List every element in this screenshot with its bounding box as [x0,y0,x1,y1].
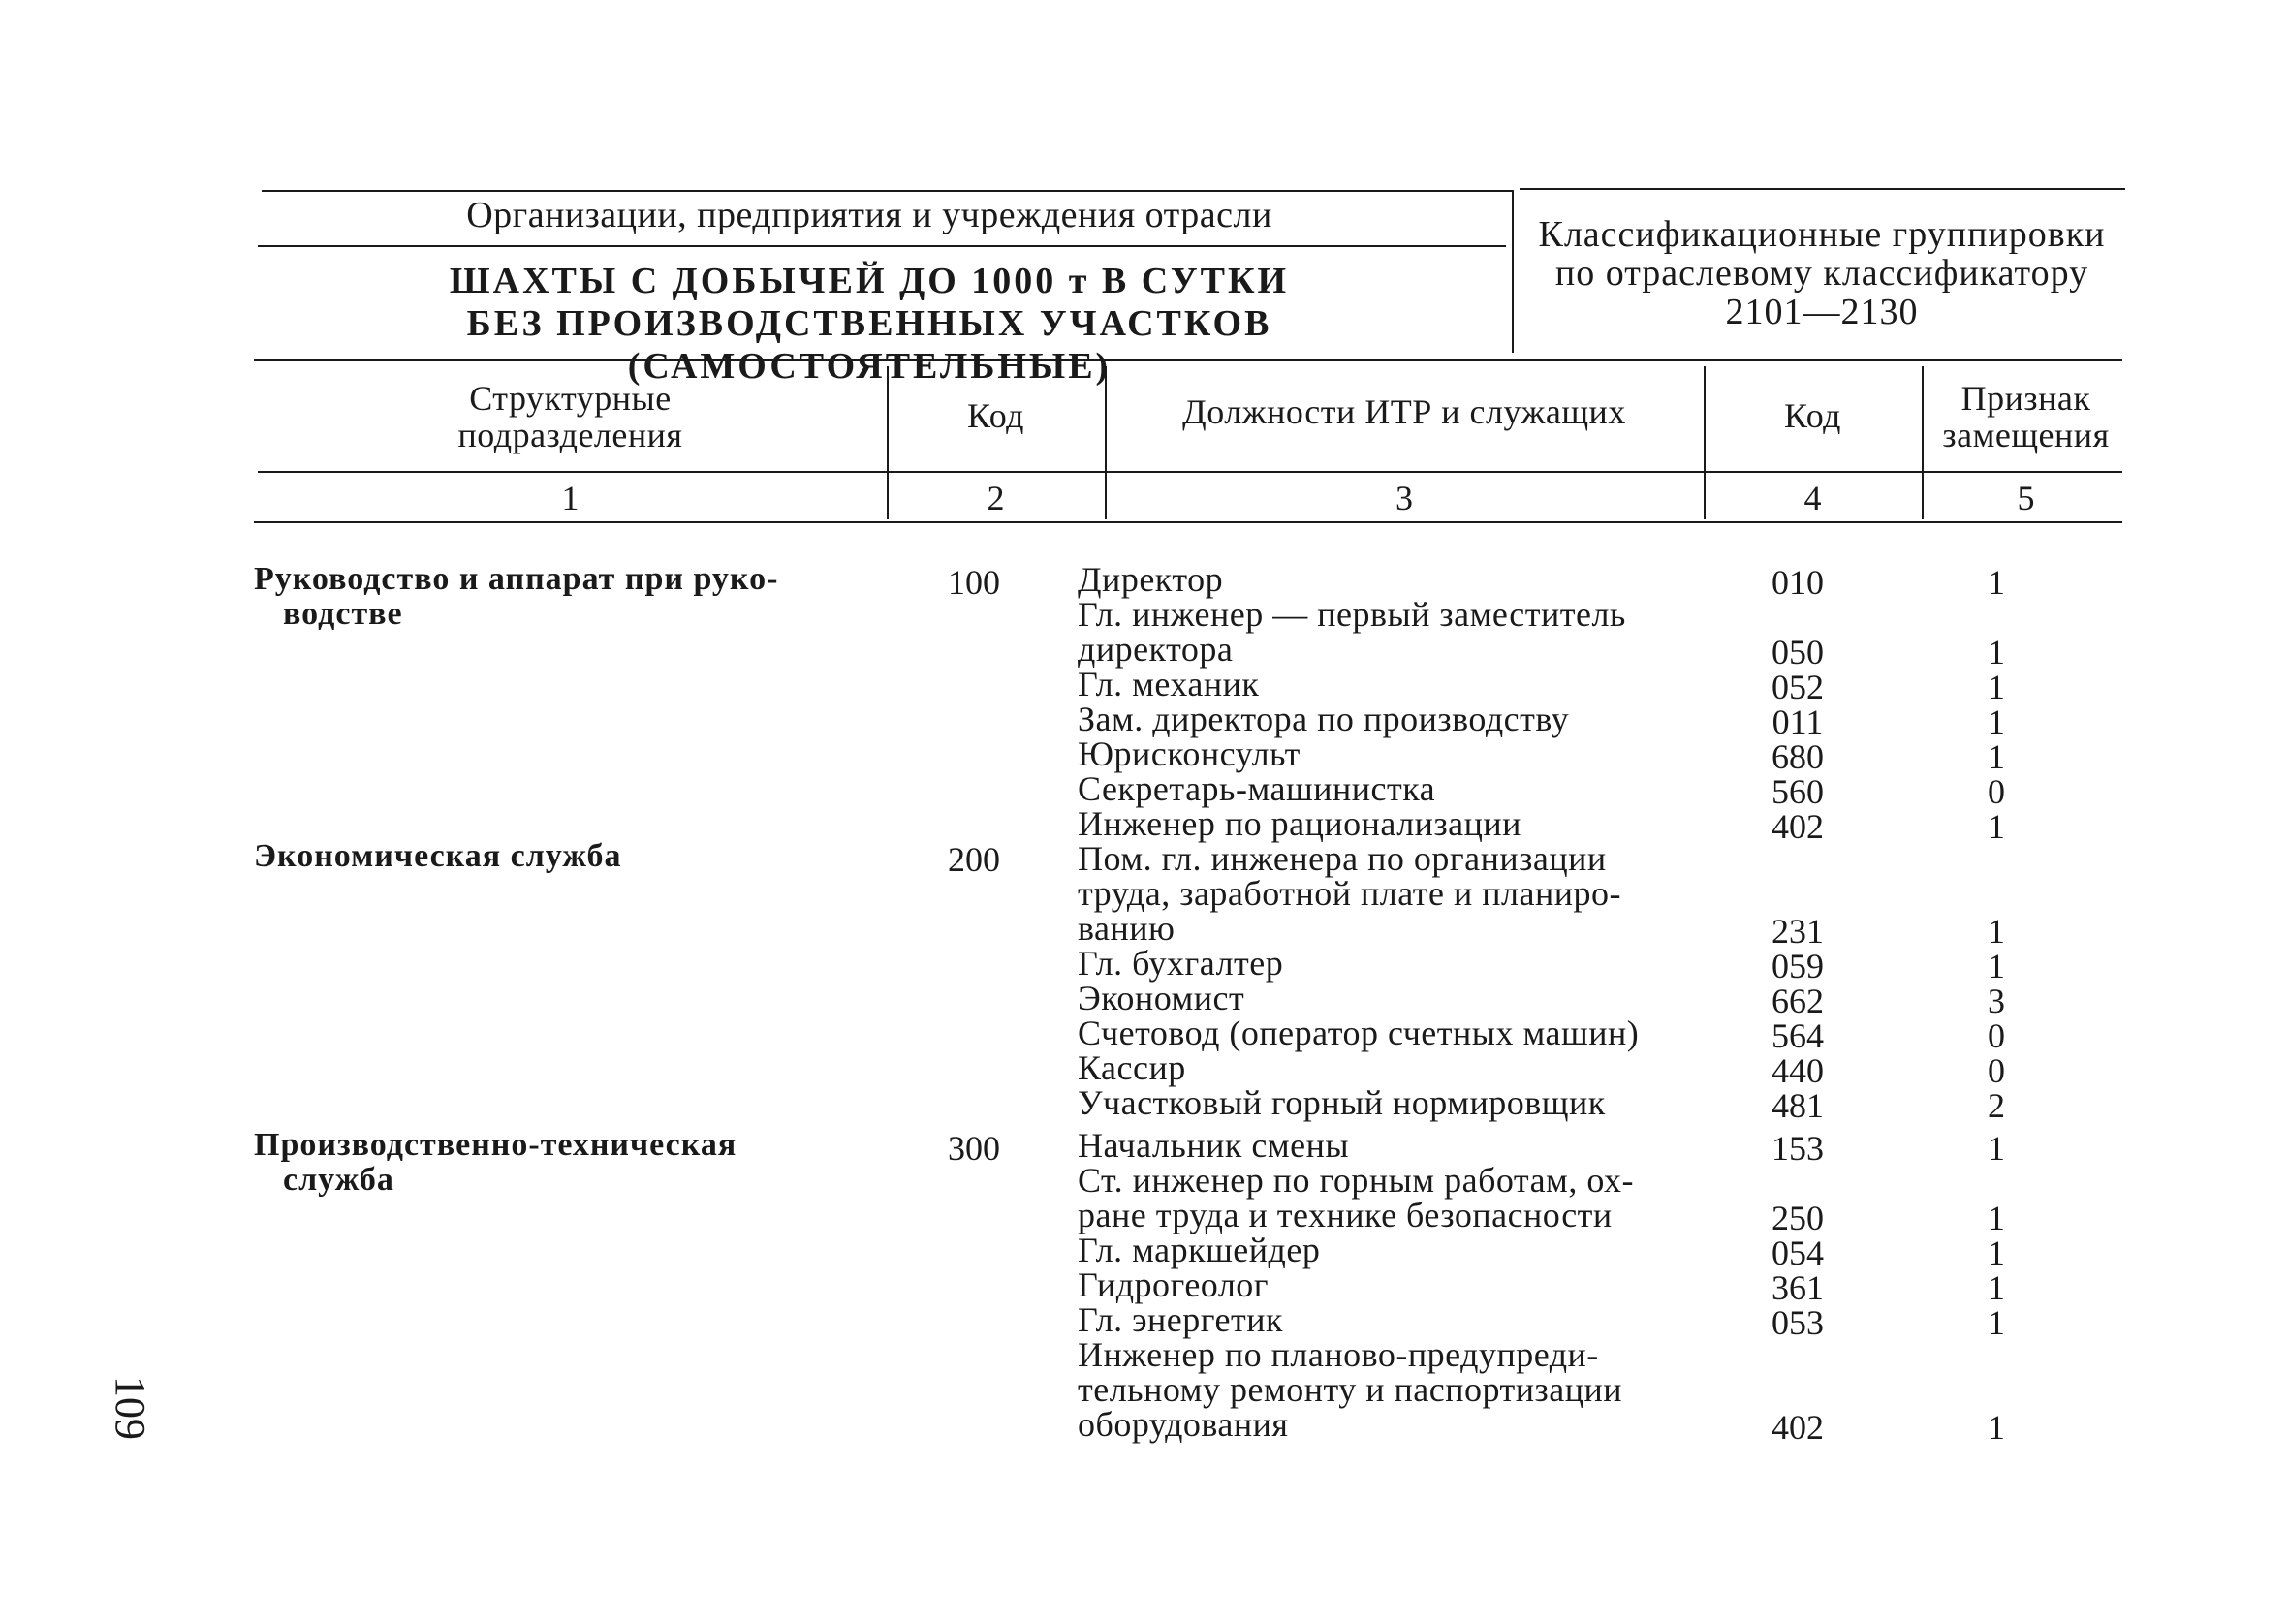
substitution-sign: 3 [1988,982,2005,1020]
substitution-sign: 0 [1988,1051,2005,1090]
substitution-sign: 1 [1988,1129,2005,1168]
position-code: 153 [1772,1129,1824,1168]
class-line-3: 2101—2130 [1725,292,1919,332]
position-code: 053 [1772,1303,1824,1342]
position-code: 250 [1772,1199,1824,1237]
position-title: Зам. директора по производству [1078,700,1570,738]
substitution-sign: 1 [1988,1268,2005,1307]
classification-block [1512,215,2132,331]
section-code: 200 [948,840,1000,879]
col-number-4: 4 [1803,479,1822,517]
position-code: 050 [1772,633,1824,671]
position-code: 440 [1772,1051,1824,1090]
section-name: Экономическая служба [254,838,622,874]
substitution-sign: 1 [1988,633,2005,671]
substitution-sign: 1 [1988,1303,2005,1342]
substitution-sign: 1 [1988,1408,2005,1447]
substitution-sign: 2 [1988,1086,2005,1125]
col-number-3: 3 [1395,479,1413,517]
position-code: 402 [1772,807,1824,846]
position-code: 059 [1772,947,1824,985]
position-title: Гл. инженер — первый заместитель директора [1078,595,1626,669]
substitution-sign: 1 [1988,668,2005,706]
org-underline [258,245,1506,247]
position-title: Кассир [1078,1048,1186,1087]
substitution-sign: 1 [1988,912,2005,951]
col-header-4: Код [1784,396,1841,435]
position-code: 680 [1772,737,1824,776]
substitution-sign: 1 [1988,563,2005,602]
position-title: Гл. механик [1078,665,1260,703]
class-line-1: Классификационные группировки [1538,214,2106,255]
col-number-2: 2 [987,479,1005,517]
substitution-sign: 0 [1988,1016,2005,1055]
header-top-rule-left [262,190,1512,192]
section-name: Руководство и аппарат при руко- водстве [254,561,779,632]
position-title: Гл. энергетик [1078,1300,1284,1339]
section-name: Производственно-техническая служба [254,1127,737,1198]
position-title: Экономист [1078,979,1245,1017]
position-title: Гидрогеолог [1078,1265,1270,1304]
col-number-1: 1 [561,479,580,517]
substitution-sign: 1 [1988,1199,2005,1237]
position-code: 231 [1772,912,1824,951]
org-label: Организации, предприятия и учреждения отрасли [466,195,1272,235]
position-title: Участковый горный нормировщик [1078,1083,1606,1122]
position-title: Юрисконсульт [1078,734,1301,773]
page-number: 109 [107,1376,154,1440]
header-top-rule-right [1520,188,2125,190]
position-title: Счетовод (оператор счетных машин) [1078,1014,1640,1052]
page-title [254,260,1485,388]
position-title: Пом. гл. инженера по организации труда, заработной плате и планиро- ванию [1078,839,1621,948]
section-code: 300 [948,1129,1000,1168]
substitution-sign: 1 [1988,947,2005,985]
position-code: 564 [1772,1016,1824,1055]
position-title: Директор [1078,560,1224,599]
table-top-rule [254,359,2122,361]
position-title: Ст. инженер по горным работам, ох- ране труда и технике безопасности [1078,1161,1634,1234]
col-header-3: Должности ИТР и служащих [1182,392,1626,431]
position-code: 052 [1772,668,1824,706]
col-header-2: Код [967,396,1024,435]
position-code: 010 [1772,563,1824,602]
class-line-2: по отраслевому классификатору [1554,253,2089,294]
section-code: 100 [948,563,1000,602]
substitution-sign: 1 [1988,737,2005,776]
position-title: Гл. бухгалтер [1078,944,1284,983]
header-mid-rule [258,471,2122,473]
position-code: 361 [1772,1268,1824,1307]
position-title: Начальник смены [1078,1126,1350,1165]
position-title: Инженер по рационализации [1078,804,1521,843]
substitution-sign: 1 [1988,807,2005,846]
position-code: 662 [1772,982,1824,1020]
col-header-1: Структурные подразделения [457,379,683,454]
col-number-5: 5 [2017,479,2035,517]
title-line-1: ШАХТЫ С ДОБЫЧЕЙ ДО 1000 т В СУТКИ [449,261,1290,301]
substitution-sign: 1 [1988,1234,2005,1272]
title-line-2: БЕЗ ПРОИЗВОДСТВЕННЫХ УЧАСТКОВ (САМОСТОЯТЕЛЬНЫЕ) [466,303,1272,387]
position-title: Гл. маркшейдер [1078,1231,1321,1269]
position-code: 402 [1772,1408,1824,1447]
substitution-sign: 0 [1988,772,2005,811]
position-title: Инженер по планово-предупреди- тельному ремонту и паспортизации оборудования [1078,1335,1623,1444]
position-code: 054 [1772,1234,1824,1272]
substitution-sign: 1 [1988,703,2005,741]
position-code: 011 [1772,703,1824,741]
col-header-5: Признак замещения [1942,379,2110,454]
position-code: 481 [1772,1086,1824,1125]
position-title: Секретарь-машинистка [1078,769,1436,808]
position-code: 560 [1772,772,1824,811]
header-bottom-rule [254,521,2122,523]
